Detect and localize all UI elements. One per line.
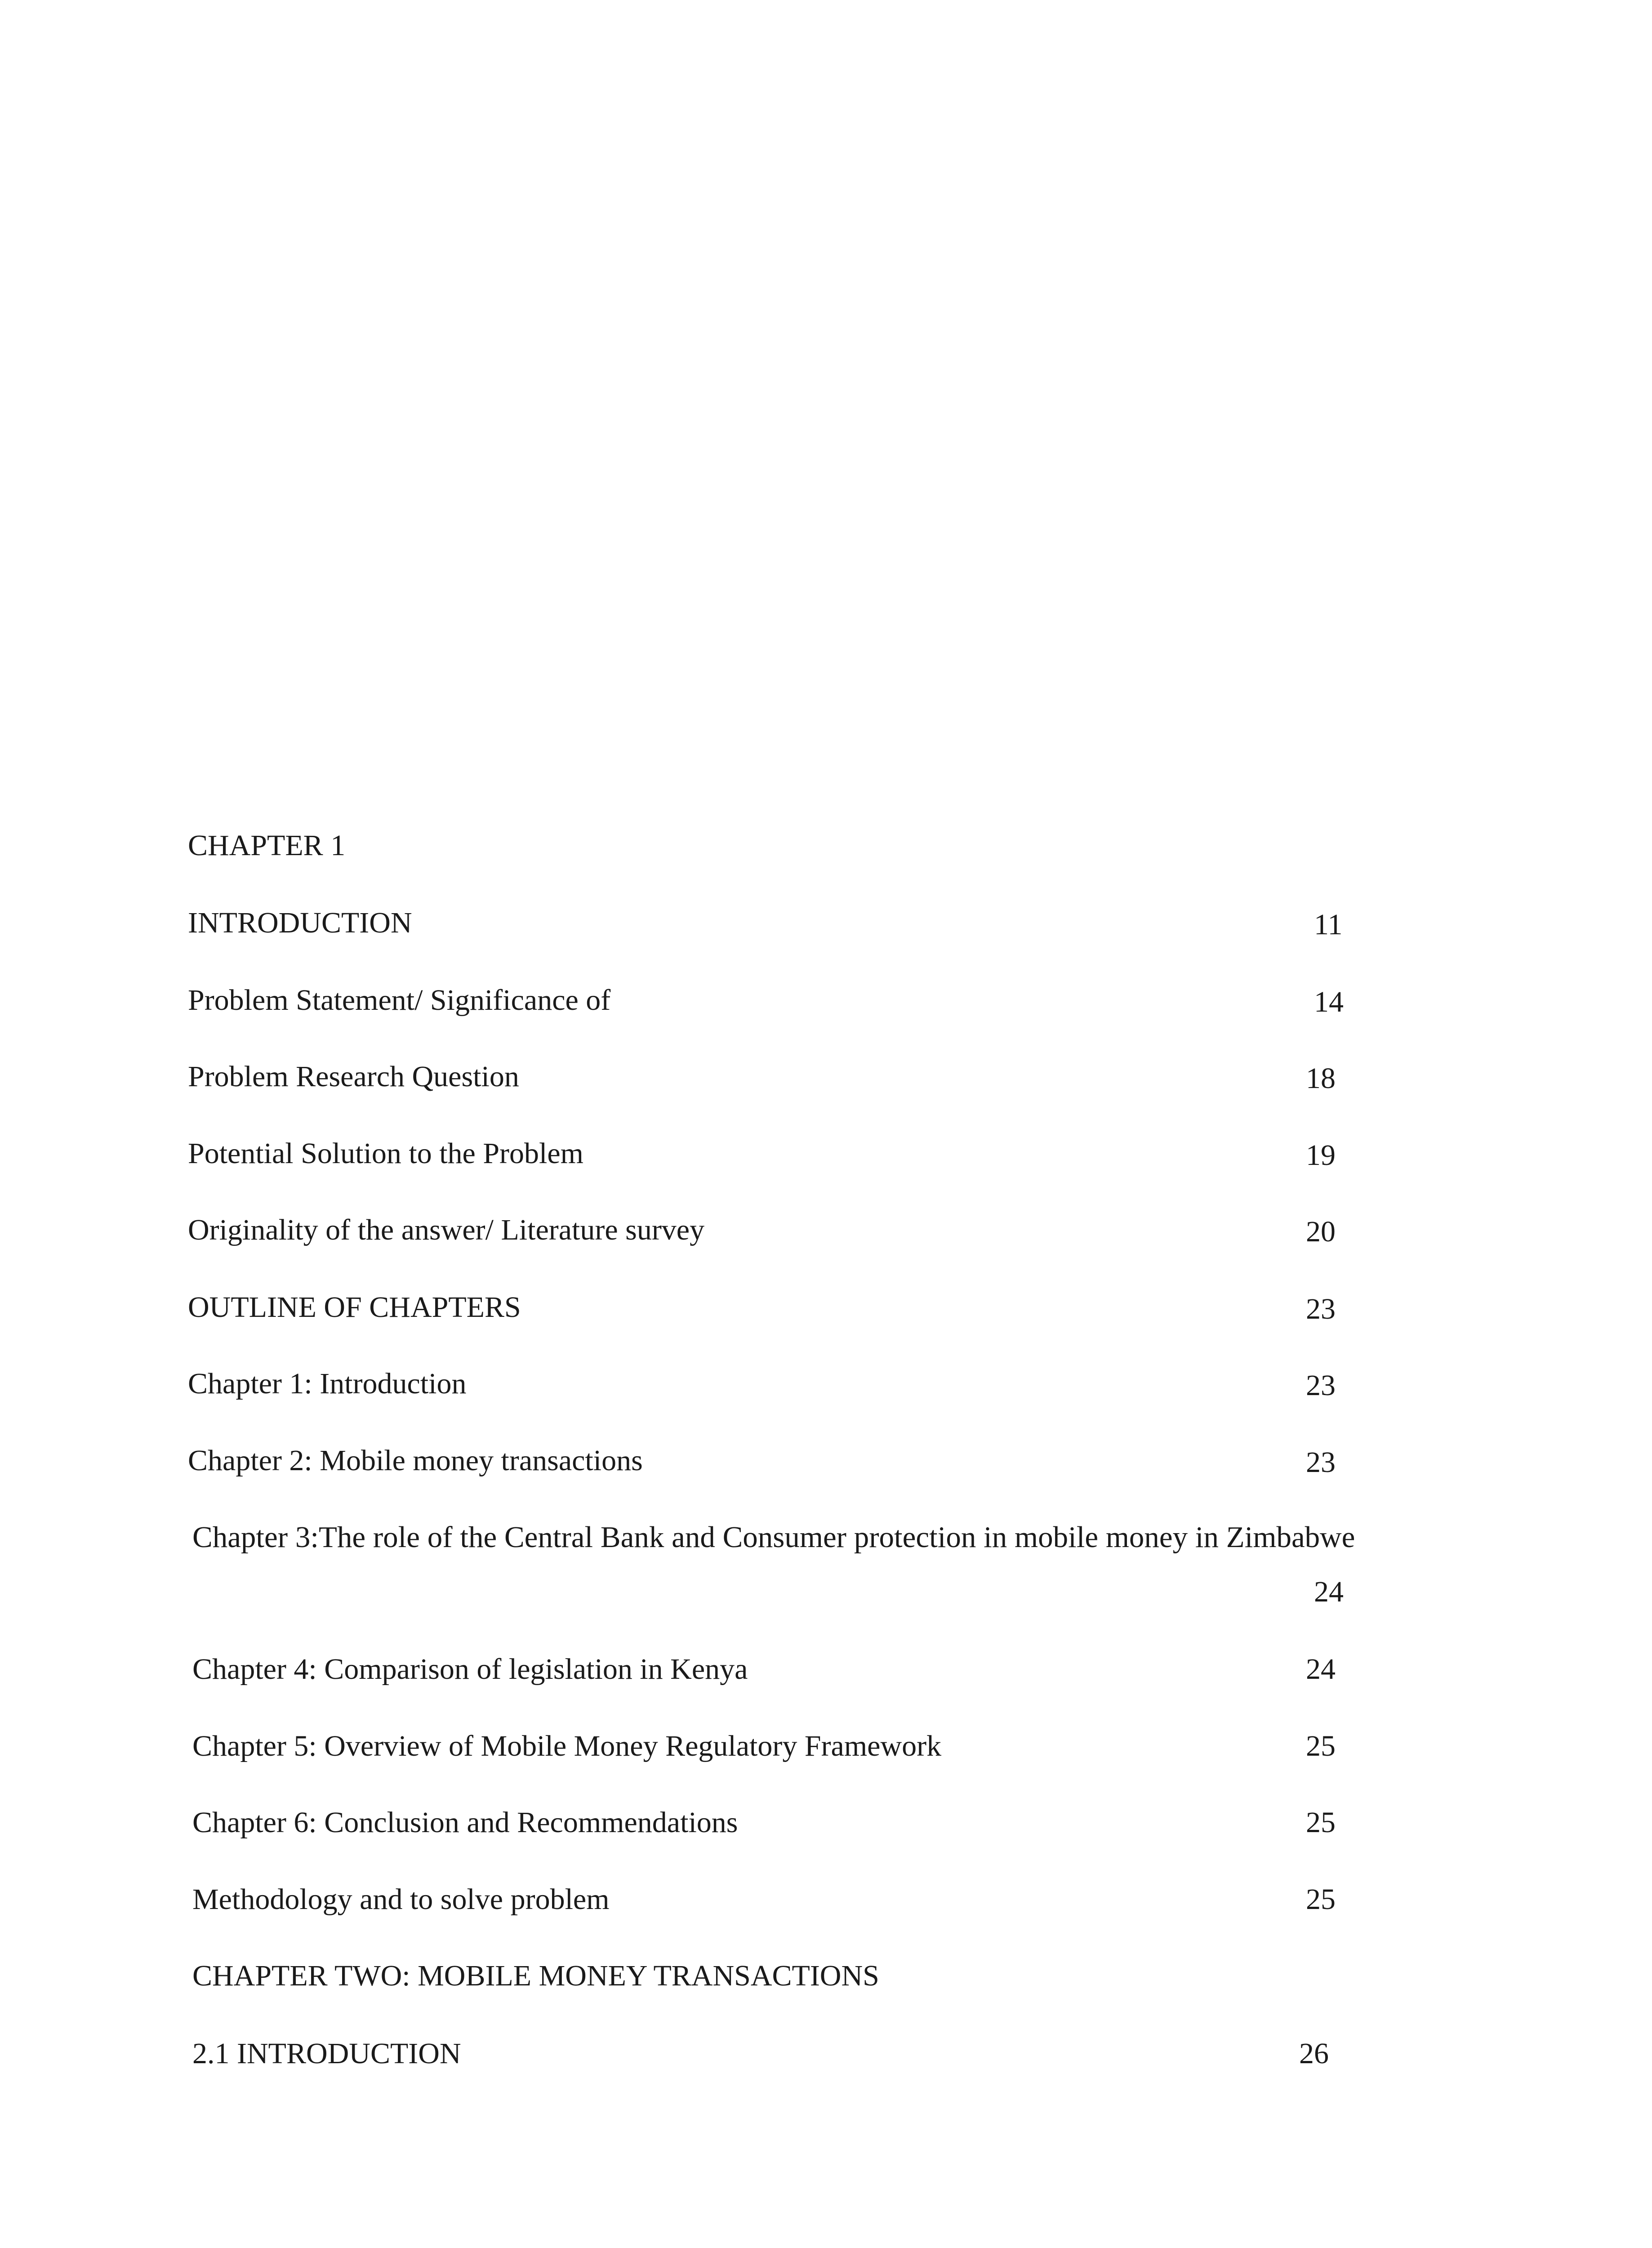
toc-entry-title: Methodology and to solve problem — [192, 1883, 610, 1916]
toc-entry-page: 14 — [1314, 986, 1344, 1018]
toc-entry-title: Chapter 3:The role of the Central Bank and Consumer protection in mobile money in Zimbabwe — [192, 1521, 1355, 1554]
toc-entry-title: Potential Solution to the Problem — [188, 1137, 583, 1170]
toc-entry-title: Problem Research Question — [188, 1060, 519, 1093]
toc-entry-title: Originality of the answer/ Literature survey — [188, 1213, 705, 1246]
toc-entry-page: 24 — [1314, 1575, 1344, 1608]
toc-entry-page: 23 — [1306, 1369, 1336, 1402]
toc-entry-title: 2.1 INTRODUCTION — [192, 2037, 461, 2070]
toc-entry-page: 25 — [1306, 1730, 1336, 1762]
toc-entry-title: Chapter 2: Mobile money transactions — [188, 1444, 643, 1477]
toc-entry-page: 24 — [1306, 1653, 1336, 1686]
toc-entry-page: 25 — [1306, 1883, 1336, 1916]
toc-entry-page: 23 — [1306, 1293, 1336, 1325]
toc-entry-title: INTRODUCTION — [188, 906, 412, 939]
toc-entry-title: Chapter 5: Overview of Mobile Money Regulatory Framework — [192, 1730, 942, 1762]
toc-entry-page: 18 — [1306, 1062, 1336, 1095]
toc-entry-page: 25 — [1306, 1806, 1336, 1839]
toc-entry-page: 11 — [1314, 908, 1343, 941]
toc-entry-page: 20 — [1306, 1215, 1336, 1248]
toc-entry-title: Chapter 6: Conclusion and Recommendations — [192, 1806, 738, 1839]
toc-entry-page: 19 — [1306, 1139, 1336, 1172]
toc-entry-title: Problem Statement/ Significance of — [188, 984, 611, 1017]
toc-entry-title: Chapter 4: Comparison of legislation in Kenya — [192, 1653, 748, 1686]
toc-entry-title: Chapter 1: Introduction — [188, 1367, 467, 1400]
toc-entry-page: 23 — [1306, 1446, 1336, 1479]
toc-entry-title: OUTLINE OF CHAPTERS — [188, 1291, 521, 1324]
toc-entry-page: 26 — [1299, 2037, 1329, 2070]
toc-heading-chapter-1: CHAPTER 1 — [188, 829, 346, 862]
toc-heading-chapter-2: CHAPTER TWO: MOBILE MONEY TRANSACTIONS — [192, 1959, 879, 1992]
